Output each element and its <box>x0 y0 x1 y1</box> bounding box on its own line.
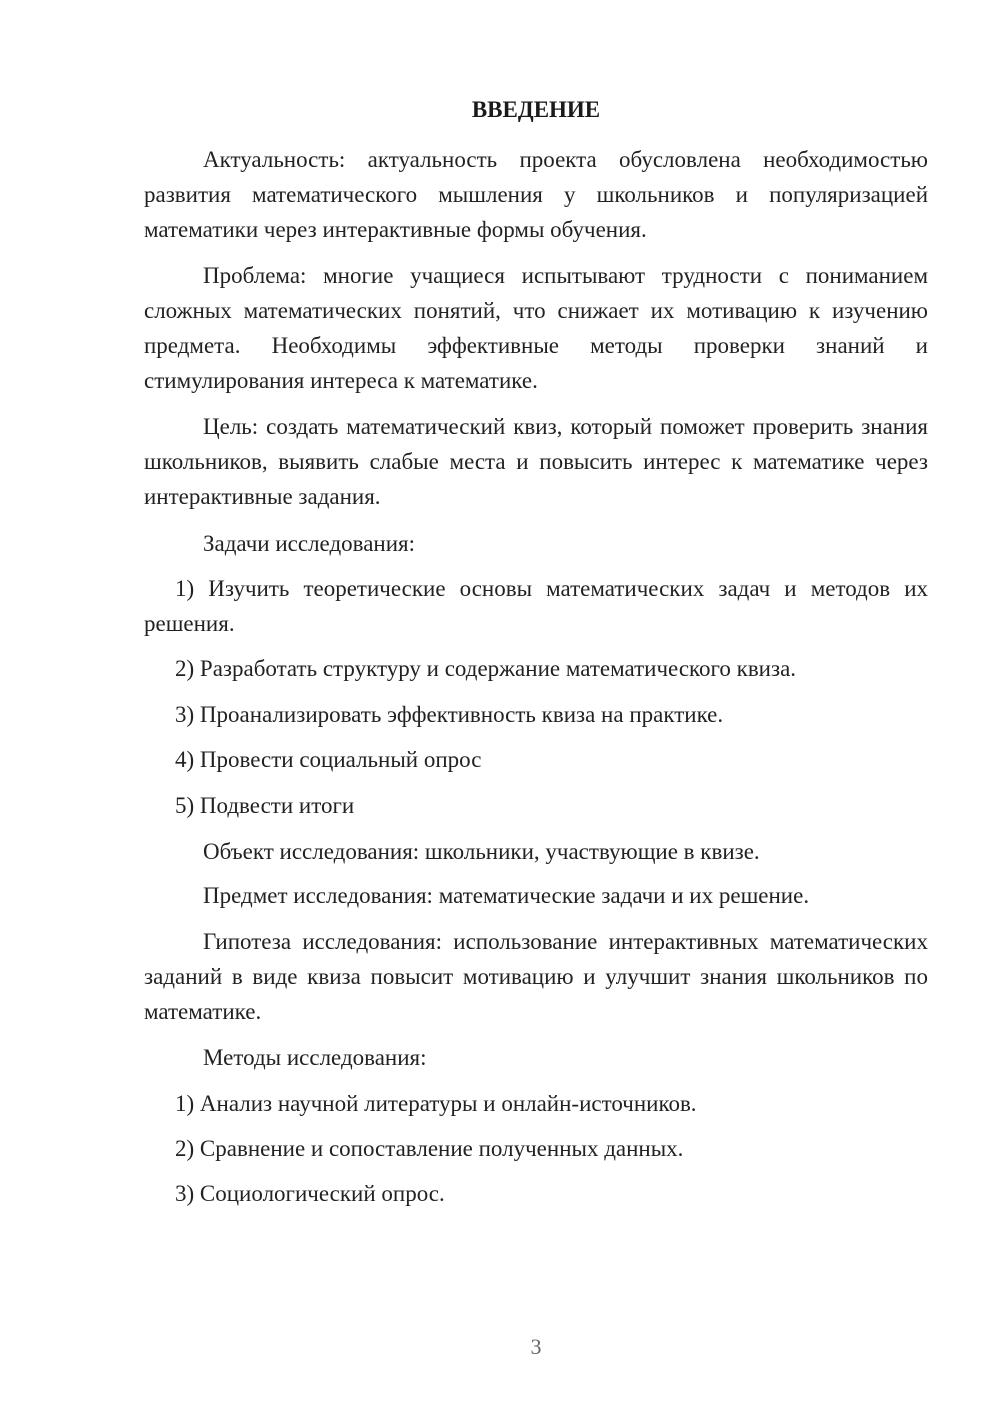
task-item-4: 4) Провести социальный опрос <box>175 747 482 772</box>
page-number: 3 <box>530 1334 542 1359</box>
method-item-3: 3) Социологический опрос. <box>175 1181 445 1206</box>
task-item-3: 3) Проанализировать эффективность квиза на практике. <box>175 702 724 727</box>
goal-paragraph: Цель: создать математический квиз, который поможет проверить знания школьников, выявить слабые места и повысить интерес к математике через интерактивные задания. <box>144 414 928 509</box>
tasks-title: Задачи исследования: <box>203 531 416 556</box>
methods-title: Методы исследования: <box>203 1045 427 1070</box>
hypothesis-paragraph: Гипотеза исследования: использование интерактивных математических заданий в виде квиза повысит мотивацию и улучшит знания школьников по математике. <box>144 929 928 1024</box>
task-item-5: 5) Подвести итоги <box>175 793 355 818</box>
problem-paragraph: Проблема: многие учащиеся испытывают трудности с пониманием сложных математических понятий, что снижает их мотивацию к изучению предмета. Необходимы эффективные методы проверки знаний и стимулирования интереса к математике. <box>144 263 928 393</box>
task-item-1: 1) Изучить теоретические основы математических задач и методов их решения. <box>144 576 928 636</box>
relevance-paragraph: Актуальность: актуальность проекта обусловлена необходимостью развития математического мышления у школьников и популяризацией математики через интерактивные формы обучения. <box>144 147 928 242</box>
task-item-2: 2) Разработать структуру и содержание математического квиза. <box>175 656 797 681</box>
method-item-2: 2) Сравнение и сопоставление полученных данных. <box>175 1136 684 1161</box>
section-heading: ВВЕДЕНИЕ <box>471 97 601 122</box>
method-item-1: 1) Анализ научной литературы и онлайн-источников. <box>175 1091 697 1116</box>
object-paragraph: Объект исследования: школьники, участвующие в квизе. <box>203 839 760 864</box>
subject-paragraph: Предмет исследования: математические задачи и их решение. <box>203 883 810 908</box>
